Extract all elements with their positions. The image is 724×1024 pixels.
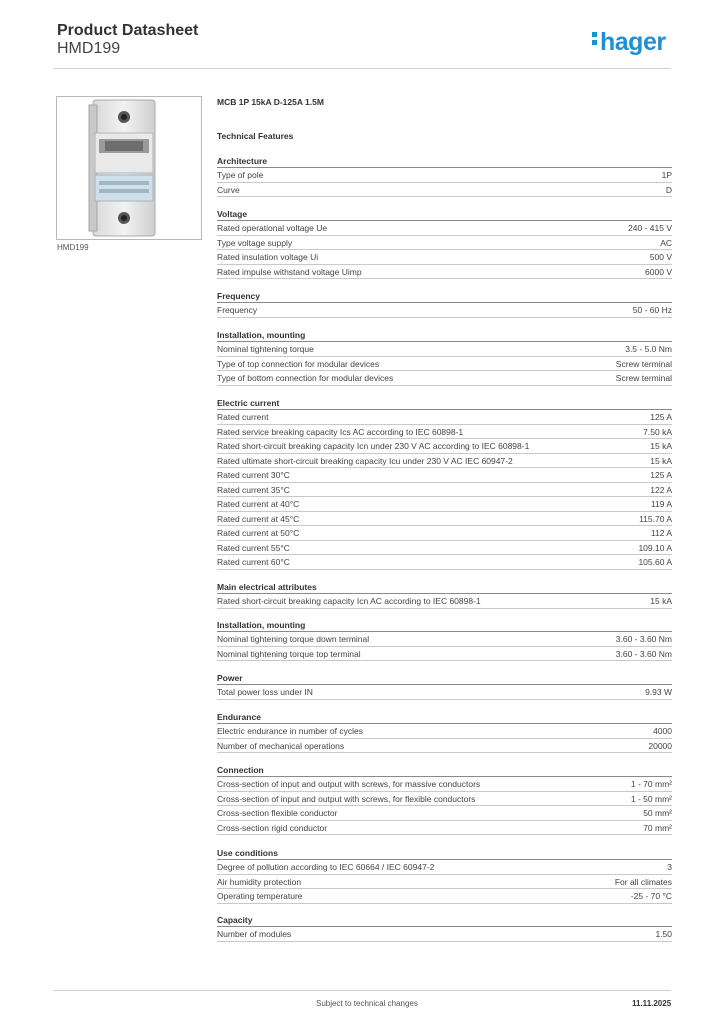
section-title: Main electrical attributes — [217, 580, 672, 594]
row-label: Rated current 55°C — [217, 542, 290, 553]
table-row — [217, 739, 672, 754]
row-label: Cross-section rigid conductor — [217, 822, 328, 833]
table-row — [217, 594, 672, 609]
row-value: 15 kA — [650, 596, 672, 606]
row-label: Operating temperature — [217, 891, 303, 901]
row-value: 119 A — [650, 499, 672, 509]
hager-logo — [592, 28, 666, 56]
row-value: 1.50 — [655, 929, 672, 939]
row-value: 9.93 W — [645, 687, 672, 697]
table-row — [217, 183, 672, 198]
table-row — [217, 541, 672, 556]
row-label: Nominal tightening torque top terminal — [217, 648, 361, 659]
table-row — [217, 357, 672, 372]
section-electric-current — [217, 396, 672, 570]
row-label: Rated short-circuit breaking capacity Icn AC according to IEC 60898-1 — [217, 596, 481, 606]
footer-note: Subject to technical changes — [316, 999, 418, 1008]
footer-date: 11.11.2025 — [632, 999, 672, 1008]
row-value: 1 - 70 mm² — [630, 779, 672, 789]
row-value: 70 mm² — [643, 822, 672, 833]
row-value: 1P — [661, 170, 672, 180]
product-name: MCB 1P 15kA D-125A 1.5M — [217, 97, 324, 107]
section-connection — [217, 763, 672, 835]
section-title: Power — [217, 671, 672, 685]
product-image — [56, 96, 202, 240]
section-title: Voltage — [217, 207, 672, 221]
row-label: Rated insulation voltage Ui — [217, 252, 319, 262]
row-value: 105.60 A — [638, 557, 672, 567]
header-divider — [53, 68, 671, 69]
page-title: Product Datasheet — [57, 22, 199, 39]
row-label: Rated current 60°C — [217, 557, 290, 567]
row-value: 15 kA — [650, 441, 672, 451]
table-row — [217, 454, 672, 469]
row-label: Cross-section of input and output with screws, for flexible conductors — [217, 793, 476, 804]
row-label: Type of bottom connection for modular devices — [217, 373, 394, 383]
table-row — [217, 250, 672, 265]
footer-divider — [53, 990, 671, 991]
row-label: Type of top connection for modular devices — [217, 358, 380, 369]
section-title: Endurance — [217, 710, 672, 724]
table-row — [217, 860, 672, 875]
table-row — [217, 468, 672, 483]
table-row — [217, 875, 672, 890]
table-row — [217, 526, 672, 541]
row-label: Rated short-circuit breaking capacity Icn under 230 V AC according to IEC 60898-1 — [217, 441, 530, 451]
row-value: 3.5 - 5.0 Nm — [625, 344, 672, 354]
row-value: Screw terminal — [615, 373, 672, 383]
table-row — [217, 236, 672, 251]
row-value: D — [665, 184, 672, 195]
row-label: Cross-section flexible conductor — [217, 808, 338, 818]
section-title: Electric current — [217, 396, 672, 410]
row-value: 4000 — [653, 726, 672, 736]
technical-features-heading: Technical Features — [217, 131, 294, 141]
section-title: Installation, mounting — [217, 618, 672, 632]
row-label: Number of mechanical operations — [217, 740, 345, 751]
table-row — [217, 303, 672, 318]
row-label: Electric endurance in number of cycles — [217, 726, 363, 736]
section-title: Installation, mounting — [217, 328, 672, 342]
row-label: Rated service breaking capacity Ics AC according to IEC 60898-1 — [217, 426, 464, 437]
section-title: Architecture — [217, 154, 672, 168]
row-value: 15 kA — [650, 455, 672, 466]
table-row — [217, 647, 672, 662]
row-label: Frequency — [217, 305, 258, 315]
table-row — [217, 792, 672, 807]
section-frequency — [217, 289, 672, 318]
row-label: Rated current 30°C — [217, 470, 290, 480]
row-value: 112 A — [650, 528, 672, 538]
section-title: Connection — [217, 763, 672, 777]
row-value: 125 A — [650, 470, 672, 480]
row-label: Number of modules — [217, 929, 292, 939]
section-power — [217, 671, 672, 700]
table-row — [217, 342, 672, 357]
row-value: 3.60 - 3.60 Nm — [615, 648, 672, 659]
row-label: Nominal tightening torque down terminal — [217, 634, 370, 644]
table-row — [217, 821, 672, 836]
row-value: 3.60 - 3.60 Nm — [615, 634, 672, 644]
logo-dots-icon — [592, 32, 598, 48]
row-label: Rated current at 50°C — [217, 528, 300, 538]
section-title: Frequency — [217, 289, 672, 303]
row-label: Type of pole — [217, 170, 264, 180]
section-installation-mounting — [217, 328, 672, 386]
table-row — [217, 439, 672, 454]
row-value: 115.70 A — [639, 513, 672, 524]
row-label: Curve — [217, 184, 240, 195]
table-row — [217, 555, 672, 570]
row-label: Rated current at 40°C — [217, 499, 300, 509]
row-label: Rated current at 45°C — [217, 513, 300, 524]
product-code: HMD199 — [57, 40, 121, 57]
row-value: 1 - 50 mm² — [630, 793, 672, 804]
row-label: Nominal tightening torque — [217, 344, 314, 354]
row-value: 50 - 60 Hz — [632, 305, 672, 315]
table-row — [217, 632, 672, 647]
table-row — [217, 927, 672, 942]
table-row — [217, 806, 672, 821]
image-caption: HMD199 — [57, 243, 89, 252]
row-value: For all climates — [614, 876, 672, 887]
row-label: Rated impulse withstand voltage Uimp — [217, 266, 362, 277]
table-row — [217, 168, 672, 183]
section-installation-mounting-2 — [217, 618, 672, 661]
section-title: Use conditions — [217, 846, 672, 860]
table-row — [217, 265, 672, 280]
row-label: Rated ultimate short-circuit breaking capacity Icu under 230 V AC IEC 60947-2 — [217, 455, 513, 466]
table-row — [217, 410, 672, 425]
row-value: 7.50 kA — [643, 426, 672, 437]
row-value: 20000 — [648, 740, 672, 751]
row-value: 122 A — [650, 484, 672, 495]
table-row — [217, 777, 672, 792]
row-label: Rated operational voltage Ue — [217, 223, 328, 233]
table-row — [217, 685, 672, 700]
table-row — [217, 221, 672, 236]
section-capacity — [217, 913, 672, 942]
section-architecture — [217, 154, 672, 197]
table-row — [217, 497, 672, 512]
table-row — [217, 425, 672, 440]
table-row — [217, 889, 672, 904]
table-row — [217, 724, 672, 739]
row-value: AC — [660, 237, 672, 248]
circuit-breaker-illustration — [57, 97, 201, 239]
section-endurance — [217, 710, 672, 753]
row-value: 240 - 415 V — [628, 223, 672, 233]
section-title: Capacity — [217, 913, 672, 927]
row-value: 6000 V — [645, 266, 672, 277]
row-value: 109.10 A — [638, 542, 672, 553]
row-value: 500 V — [649, 252, 672, 262]
row-label: Rated current — [217, 412, 269, 422]
row-value: 3 — [667, 862, 672, 872]
row-label: Rated current 35°C — [217, 484, 290, 495]
row-label: Cross-section of input and output with screws, for massive conductors — [217, 779, 481, 789]
row-value: 125 A — [650, 412, 672, 422]
logo-text: hager — [600, 28, 666, 56]
table-row — [217, 483, 672, 498]
table-row — [217, 512, 672, 527]
row-value: -25 - 70 °C — [630, 891, 672, 901]
row-label: Air humidity protection — [217, 876, 302, 887]
row-label: Type voltage supply — [217, 237, 293, 248]
section-use-conditions — [217, 846, 672, 904]
section-main-electrical-attributes — [217, 580, 672, 609]
row-value: 50 mm² — [643, 808, 672, 818]
table-row — [217, 371, 672, 386]
row-label: Total power loss under IN — [217, 687, 313, 697]
row-value: Screw terminal — [615, 358, 672, 369]
row-label: Degree of pollution according to IEC 60664 / IEC 60947-2 — [217, 862, 435, 872]
section-voltage — [217, 207, 672, 279]
